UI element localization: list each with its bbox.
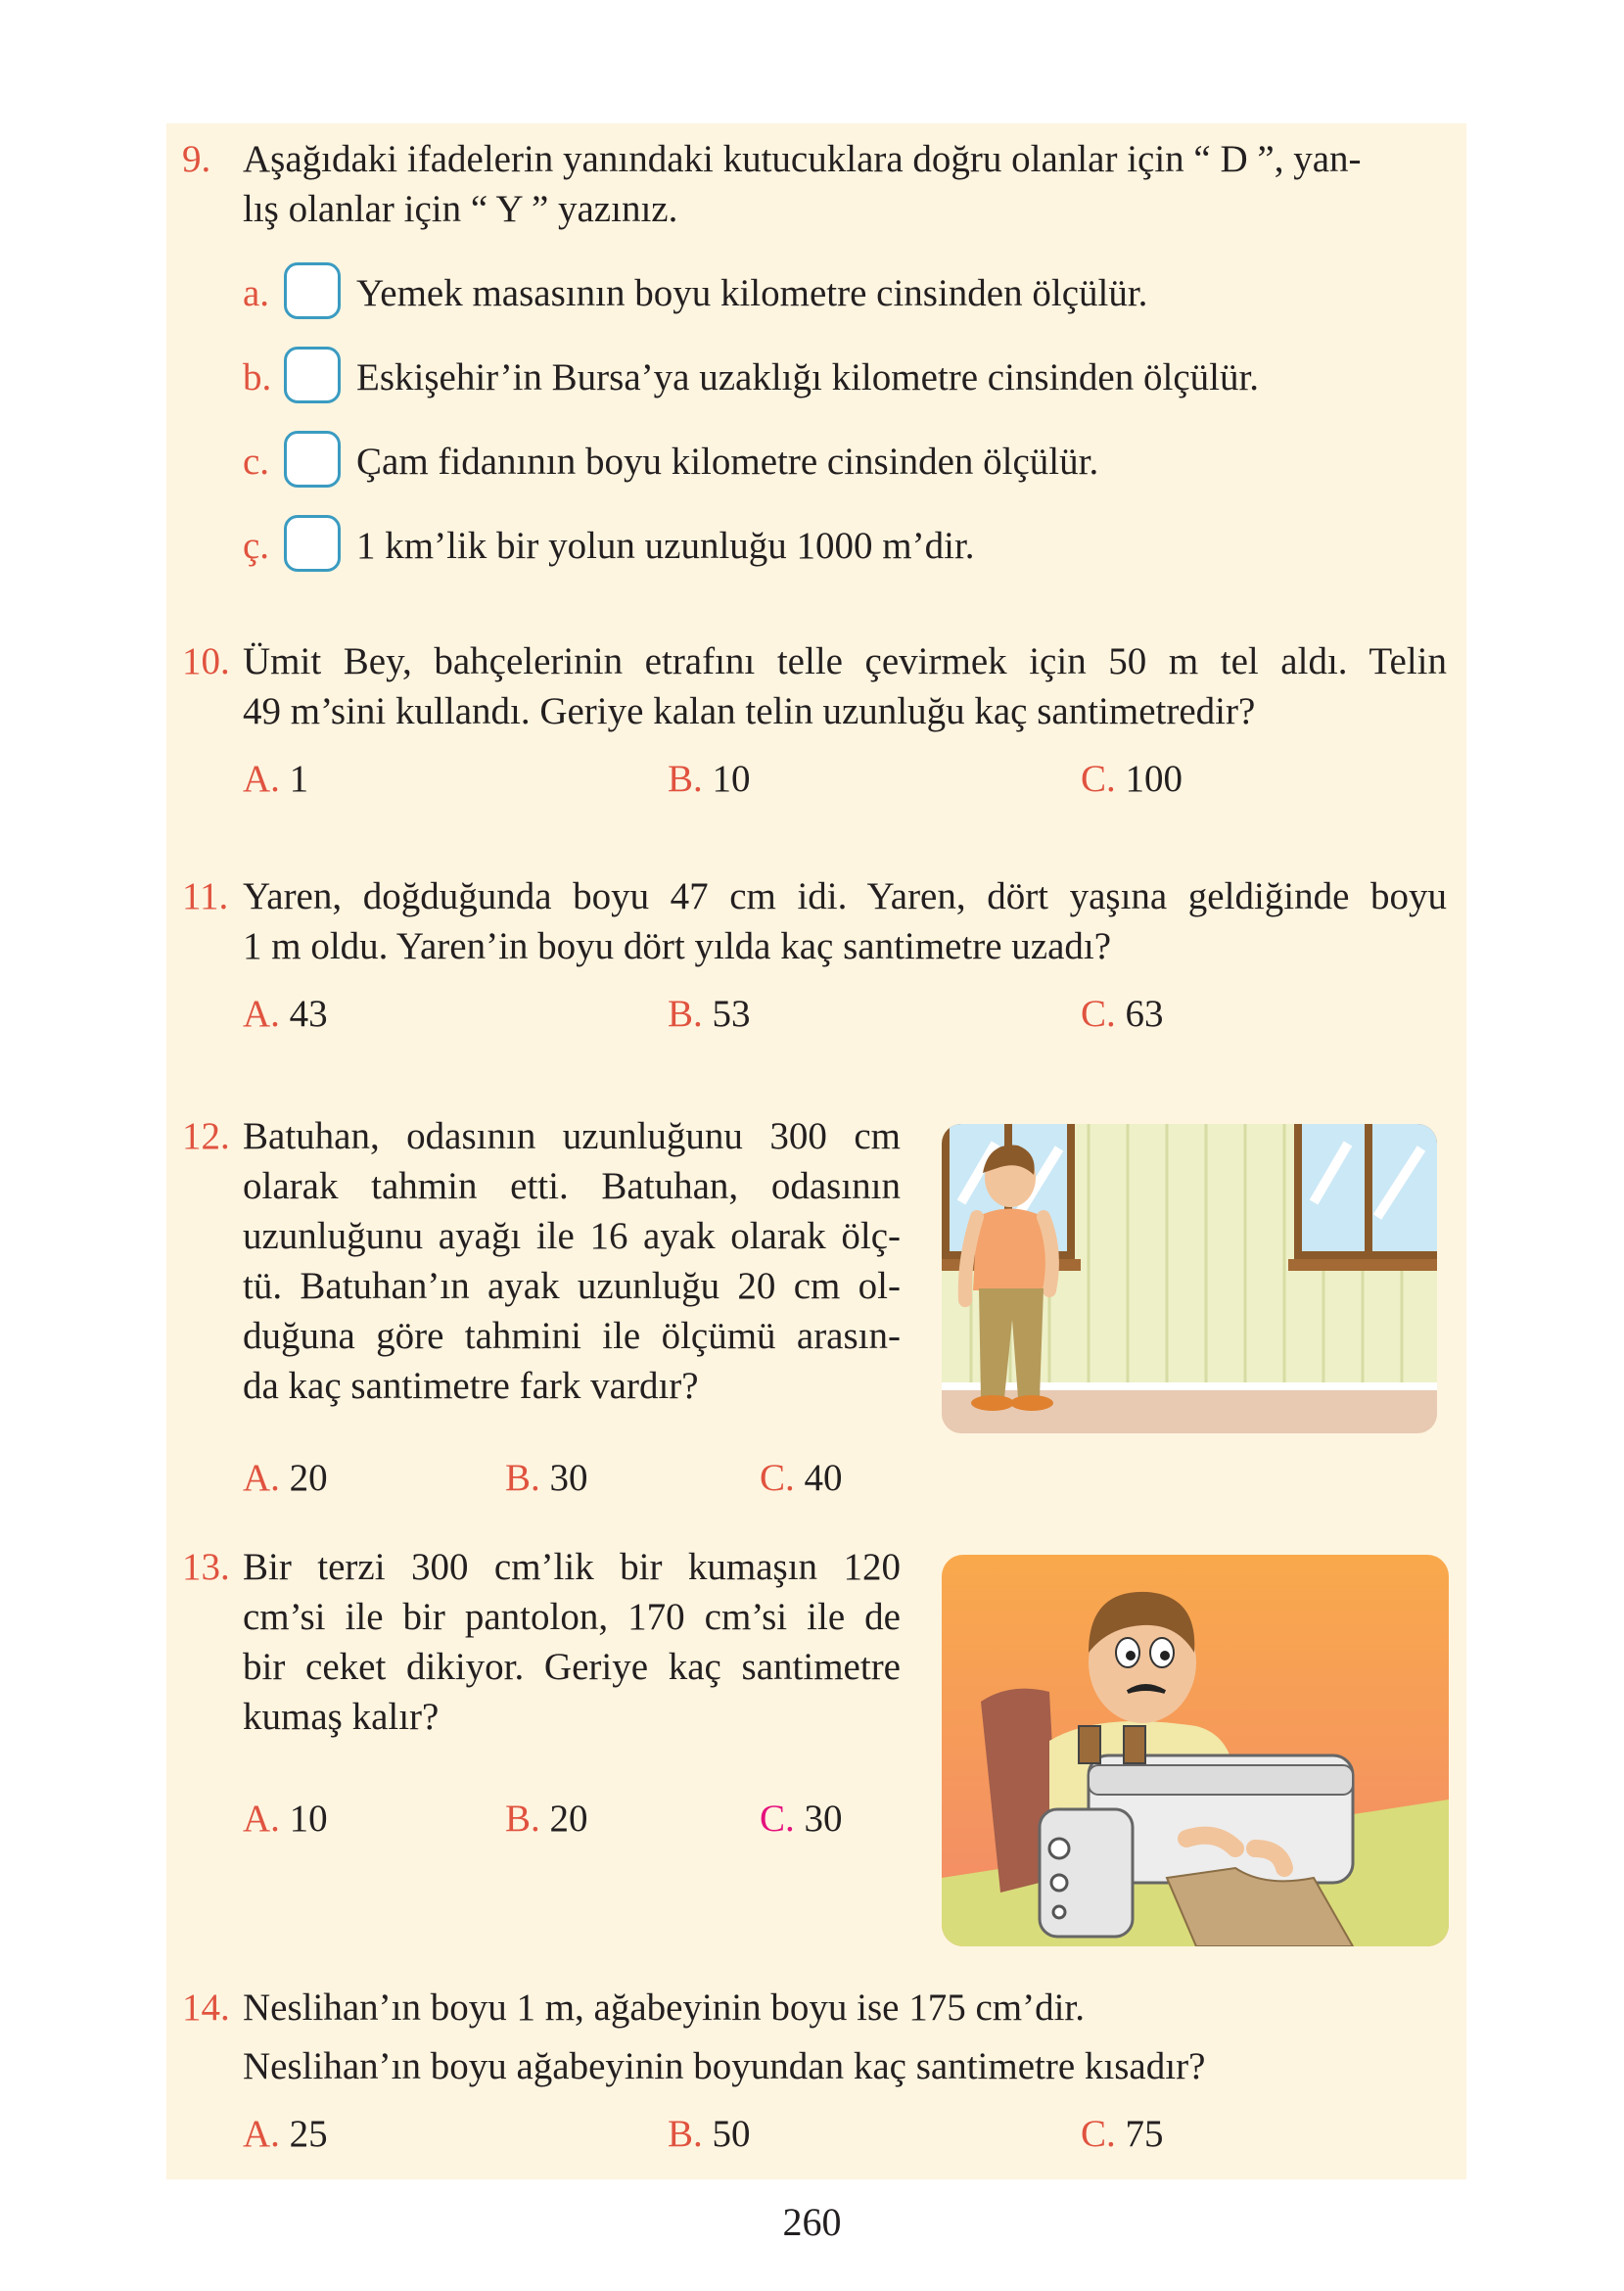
question-text: Batuhan, odasının uzunluğunu 300 cm: [243, 1115, 901, 1157]
option-b[interactable]: B. 53: [668, 993, 751, 1035]
question-number: 10.: [182, 640, 230, 682]
item-text: Eskişehir’in Bursa’ya uzaklığı kilometre cinsinden ölçülür.: [356, 356, 1260, 398]
option-b[interactable]: B. 50: [668, 2113, 751, 2155]
option-c[interactable]: C. 30: [760, 1798, 843, 1840]
room-illustration: [942, 1124, 1437, 1433]
question-text: duğuna göre tahmini ile ölçümü arasın-: [243, 1315, 901, 1357]
tailor-illustration: [942, 1555, 1449, 1946]
item-text: Çam fidanının boyu kilometre cinsinden ölçülür.: [356, 441, 1099, 483]
option-c[interactable]: C. 100: [1081, 758, 1183, 800]
question-text: olarak tahmin etti. Batuhan, odasının: [243, 1165, 901, 1207]
question-text: 1 m oldu. Yaren’in boyu dört yılda kaç santimetre uzadı?: [243, 925, 1112, 967]
option-c[interactable]: C. 75: [1081, 2113, 1164, 2155]
option-a[interactable]: A. 10: [243, 1798, 328, 1840]
question-number: 12.: [182, 1115, 230, 1157]
item-text: 1 km’lik bir yolun uzunluğu 1000 m’dir.: [356, 525, 975, 567]
item-label: ç.: [243, 525, 270, 567]
option-a[interactable]: A. 1: [243, 758, 309, 800]
option-a[interactable]: A. 43: [243, 993, 328, 1035]
answer-box[interactable]: [284, 515, 341, 572]
option-c[interactable]: C. 40: [760, 1457, 843, 1499]
option-b[interactable]: B. 30: [505, 1457, 588, 1499]
question-text: 49 m’sini kullandı. Geriye kalan telin uzunluğu kaç santimetredir?: [243, 690, 1256, 732]
question-number: 13.: [182, 1546, 230, 1588]
question-text: tü. Batuhan’ın ayak uzunluğu 20 cm ol-: [243, 1265, 901, 1307]
question-text: Ümit Bey, bahçelerinin etrafını telle çevirmek için 50 m tel aldı. Telin: [243, 640, 1447, 682]
item-label: c.: [243, 441, 270, 483]
question-text: Aşağıdaki ifadelerin yanındaki kutucuklara doğru olanlar için “ D ”, yan-: [243, 138, 1362, 180]
question-number: 11.: [182, 875, 229, 917]
item-label: a.: [243, 272, 270, 314]
question-text: Bir terzi 300 cm’lik bir kumaşın 120: [243, 1546, 901, 1588]
answer-box[interactable]: [284, 431, 341, 488]
question-text: uzunluğunu ayağı ile 16 ayak olarak ölç-: [243, 1215, 901, 1257]
option-a[interactable]: A. 20: [243, 1457, 328, 1499]
question-text: lış olanlar için “ Y ” yazınız.: [243, 188, 678, 230]
page-number: 260: [782, 2200, 842, 2244]
question-text: cm’si ile bir pantolon, 170 cm’si ile de: [243, 1596, 901, 1638]
option-b[interactable]: B. 10: [668, 758, 751, 800]
option-b[interactable]: B. 20: [505, 1798, 588, 1840]
question-text: da kaç santimetre fark vardır?: [243, 1365, 699, 1407]
answer-box[interactable]: [284, 347, 341, 403]
answer-box[interactable]: [284, 262, 341, 319]
option-a[interactable]: A. 25: [243, 2113, 328, 2155]
question-text: Neslihan’ın boyu ağabeyinin boyundan kaç santimetre kısadır?: [243, 2045, 1206, 2087]
question-text: Neslihan’ın boyu 1 m, ağabeyinin boyu ise 175 cm’dir.: [243, 1987, 1086, 2029]
item-label: b.: [243, 356, 272, 398]
question-text: Yaren, doğduğunda boyu 47 cm idi. Yaren, dört yaşına geldiğinde boyu: [243, 875, 1447, 917]
item-text: Yemek masasının boyu kilometre cinsinden ölçülür.: [356, 272, 1148, 314]
question-text: bir ceket dikiyor. Geriye kaç santimetre: [243, 1646, 901, 1688]
question-number: 9.: [182, 138, 211, 180]
option-c[interactable]: C. 63: [1081, 993, 1164, 1035]
question-number: 14.: [182, 1987, 230, 2029]
question-text: kumaş kalır?: [243, 1696, 440, 1738]
